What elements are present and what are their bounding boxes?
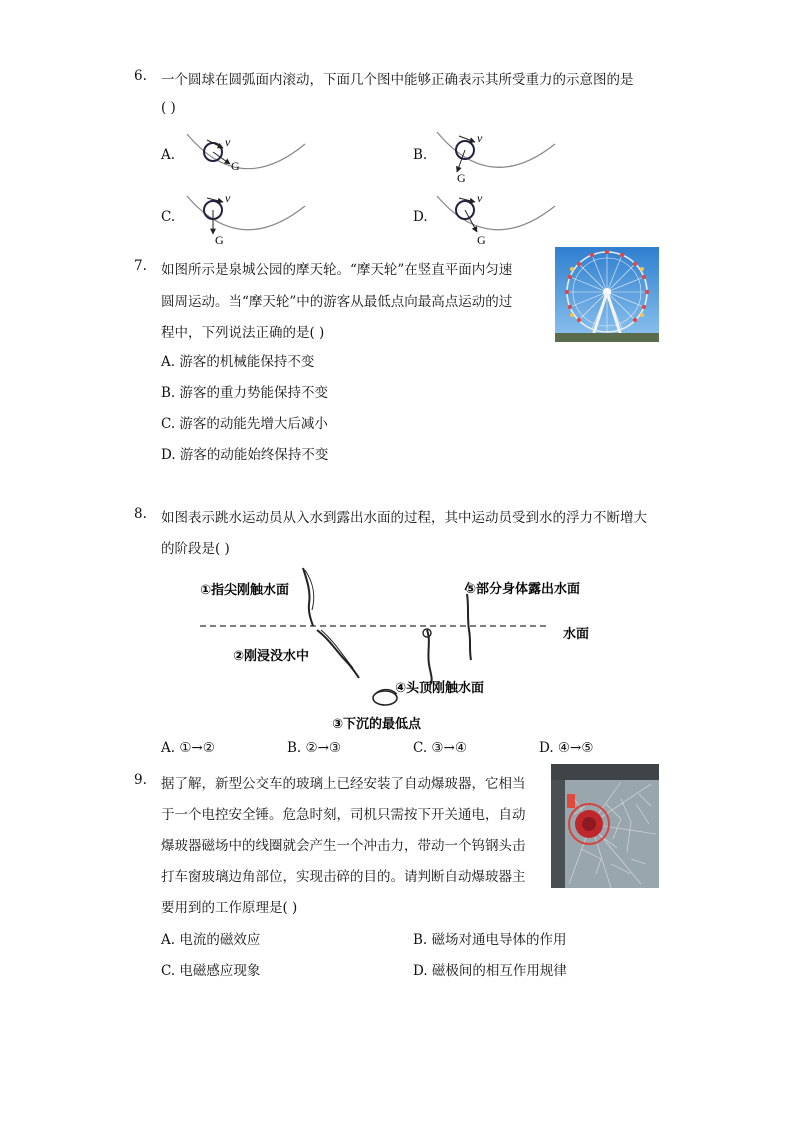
option-d[interactable]: D. ④→⑤: [539, 740, 594, 756]
gravity-label: G: [477, 233, 486, 246]
bus-window-breaker-photo: [551, 764, 659, 888]
ferris-wheel-photo: [555, 247, 659, 342]
question-number: 8.: [134, 506, 147, 522]
question-stem-line: 打车窗玻璃边角部位，实现击碎的目的。请判断自动爆玻器主: [161, 869, 526, 885]
stage-4-label: ④头顶刚触水面: [395, 681, 485, 696]
stage-3-label: ③下沉的最低点: [332, 717, 422, 732]
option-c[interactable]: C. ③→④: [413, 740, 467, 756]
velocity-label: v: [477, 131, 483, 145]
option-c-figure[interactable]: [185, 188, 310, 246]
velocity-label: v: [225, 135, 231, 149]
question-stem-line: 如图所示是泉城公园的摩天轮。“摩天轮”在竖直平面内匀速: [161, 262, 513, 278]
option-c[interactable]: C. 游客的动能先增大后减小: [161, 416, 328, 432]
question-number: 6.: [134, 68, 147, 84]
option-c-label[interactable]: C.: [161, 209, 176, 225]
option-d-figure[interactable]: [435, 188, 560, 246]
question-stem-line: 如图表示跳水运动员从入水到露出水面的过程，其中运动员受到水的浮力不断增大: [161, 510, 647, 526]
option-b[interactable]: B. 游客的重力势能保持不变: [161, 385, 329, 401]
question-stem-line: 要用到的工作原理是( ): [161, 900, 298, 916]
water-surface-label: 水面: [563, 627, 590, 642]
question-stem-line: 据了解，新型公交车的玻璃上已经安装了自动爆玻器，它相当: [161, 776, 526, 792]
option-b-label[interactable]: B.: [413, 147, 428, 163]
option-a[interactable]: A. 游客的机械能保持不变: [161, 354, 315, 370]
question-stem-line: 程中，下列说法正确的是( ): [161, 325, 325, 341]
option-a[interactable]: A. 电流的磁效应: [161, 932, 261, 948]
question-number: 9.: [134, 772, 147, 788]
velocity-label: v: [225, 191, 231, 205]
answer-paren: ( ): [161, 100, 176, 116]
option-c[interactable]: C. 电磁感应现象: [161, 963, 261, 979]
diver-5: [467, 594, 471, 660]
option-d[interactable]: D. 游客的动能始终保持不变: [161, 447, 329, 463]
option-a[interactable]: A. ①→②: [161, 740, 215, 756]
question-stem-line: 爆玻器磁场中的线圈就会产生一个冲击力，带动一个钨钢头击: [161, 838, 526, 854]
question-stem-line: 于一个电控安全锤。危急时刻，司机只需按下开关通电，自动: [161, 807, 526, 823]
question-number: 7.: [134, 258, 147, 274]
diving-figure: [195, 560, 615, 735]
option-d-label[interactable]: D.: [413, 209, 428, 225]
velocity-label: v: [477, 191, 483, 205]
stage-5-label: ⑤部分身体露出水面: [465, 582, 581, 597]
question-stem: 一个圆球在圆弧面内滚动，下面几个图中能够正确表示其所受重力的示意图的是: [161, 72, 634, 88]
diver-1: [303, 568, 313, 626]
diver-4: [427, 630, 432, 684]
diver-2: [317, 630, 359, 678]
question-stem-line: 的阶段是( ): [161, 541, 230, 557]
stage-1-label: ①指尖刚触水面: [200, 583, 290, 598]
stage-2-label: ②刚浸没水中: [233, 649, 310, 664]
gravity-label: G: [457, 171, 466, 184]
option-d[interactable]: D. 磁极间的相互作用规律: [413, 963, 567, 979]
option-b[interactable]: B. 磁场对通电导体的作用: [413, 932, 567, 948]
option-b-figure[interactable]: [435, 126, 560, 184]
option-a-figure[interactable]: [185, 128, 310, 178]
gravity-label: G: [231, 159, 240, 173]
gravity-label: G: [215, 233, 224, 246]
option-b[interactable]: B. ②→③: [287, 740, 342, 756]
option-a-label[interactable]: A.: [161, 147, 176, 163]
question-stem-line: 圆周运动。当“摩天轮”中的游客从最低点向最高点运动的过: [161, 294, 513, 310]
